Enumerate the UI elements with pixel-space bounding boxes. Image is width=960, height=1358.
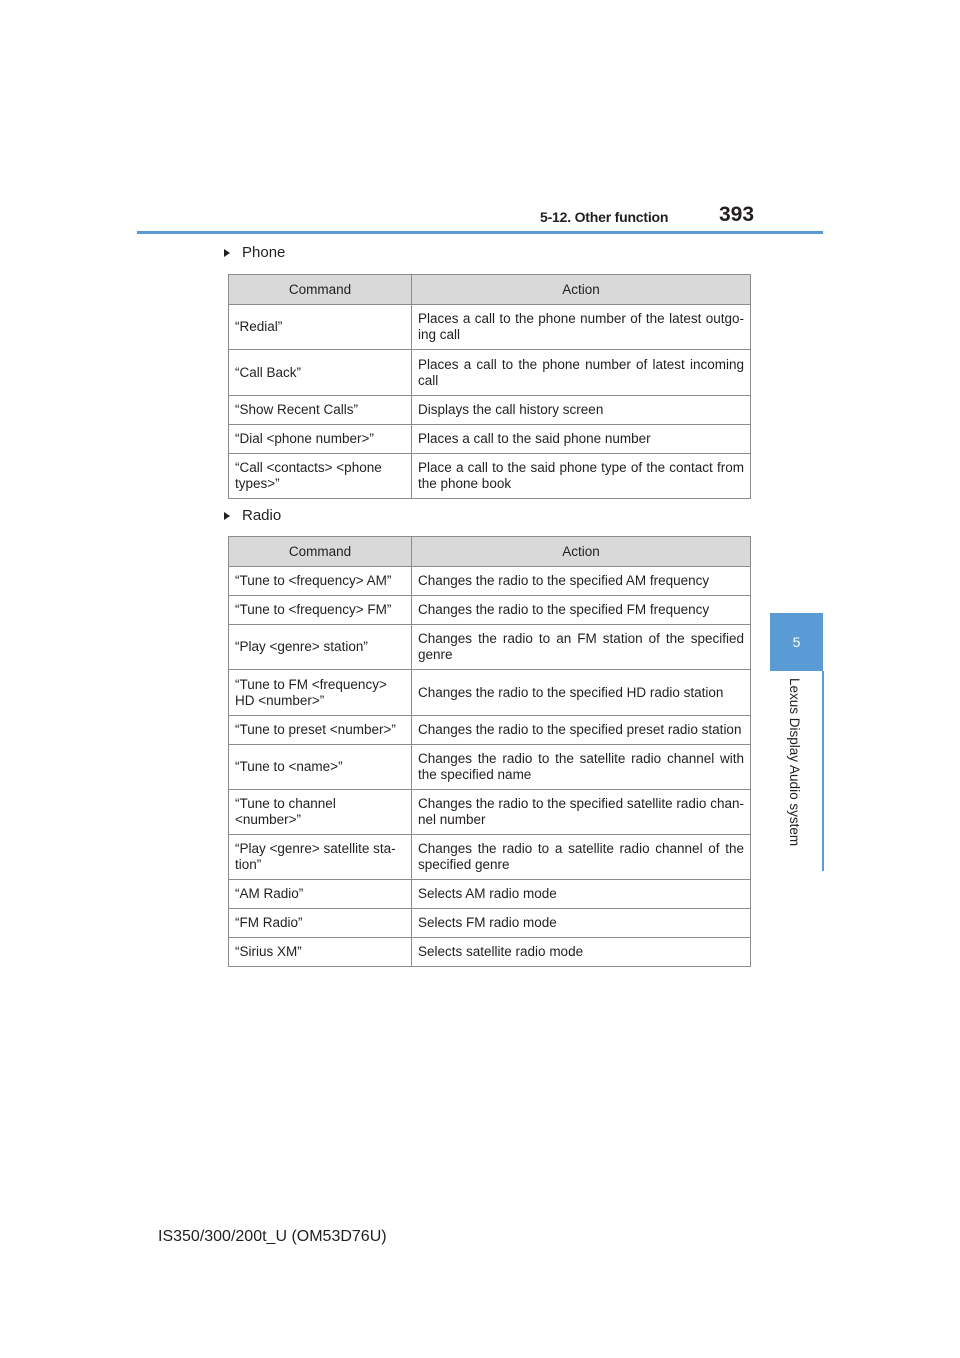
action-cell: Changes the radio to the specified FM frequency (412, 596, 751, 625)
phone-commands-table (228, 274, 751, 499)
table-row (229, 305, 751, 350)
action-cell: Places a call to the said phone number (412, 425, 751, 454)
table-row (229, 350, 751, 396)
command-cell: “Tune to preset <number>” (229, 716, 412, 745)
action-cell: Selects AM radio mode (412, 880, 751, 909)
command-cell: “Tune to FM <frequency> HD <number>” (229, 670, 412, 716)
command-cell: “Show Recent Calls” (229, 396, 412, 425)
command-cell: “Tune to <name>” (229, 745, 412, 790)
command-cell: “Call Back” (229, 350, 412, 396)
table-row (229, 425, 751, 454)
table-row (229, 745, 751, 790)
model-footer: IS350/300/200t_U (OM53D76U) (158, 1228, 387, 1245)
action-cell: Place a call to the said phone type of the contact from the phone book (412, 454, 751, 499)
section-title: 5-12. Other function (540, 209, 669, 225)
table-row (229, 938, 751, 967)
page-number: 393 (719, 203, 755, 226)
table-row (229, 716, 751, 745)
table-row (229, 670, 751, 716)
action-cell: Places a call to the phone number of latest incoming call (412, 350, 751, 396)
action-cell: Selects satellite radio mode (412, 938, 751, 967)
table-header-row (229, 537, 751, 567)
command-cell: “Tune to channel <number>” (229, 790, 412, 835)
table-row (229, 880, 751, 909)
table-row (229, 596, 751, 625)
command-cell: “Play <genre> station” (229, 625, 412, 670)
table-row (229, 909, 751, 938)
radio-heading-label: Radio (242, 507, 282, 524)
table-row (229, 625, 751, 670)
phone-heading-label: Phone (242, 244, 286, 261)
radio-heading (224, 507, 281, 524)
action-cell: Changes the radio to the specified preset radio station (412, 716, 751, 745)
command-cell: “Call <contacts> <phone types>” (229, 454, 412, 499)
column-header-command: Command (229, 537, 412, 567)
command-cell: “Sirius XM” (229, 938, 412, 967)
command-cell: “Tune to <frequency> AM” (229, 567, 412, 596)
chapter-tab (770, 613, 823, 671)
column-header-action: Action (412, 275, 751, 305)
action-cell: Displays the call history screen (412, 396, 751, 425)
command-cell: “AM Radio” (229, 880, 412, 909)
action-cell: Changes the radio to a satellite radio channel of the specified genre (412, 835, 751, 880)
column-header-command: Command (229, 275, 412, 305)
triangle-bullet-icon (224, 249, 230, 257)
column-header-action: Action (412, 537, 751, 567)
action-cell: Places a call to the phone number of the latest outgo-ing call (412, 305, 751, 350)
command-cell: “Dial <phone number>” (229, 425, 412, 454)
table-row (229, 790, 751, 835)
table-row (229, 454, 751, 499)
chapter-number: 5 (792, 634, 801, 650)
command-cell: “FM Radio” (229, 909, 412, 938)
table-row (229, 835, 751, 880)
header-divider (137, 231, 823, 234)
command-cell: “Redial” (229, 305, 412, 350)
phone-heading (224, 244, 285, 261)
action-cell: Changes the radio to the specified satellite radio chan-nel number (412, 790, 751, 835)
table-row (229, 567, 751, 596)
table-row (229, 396, 751, 425)
table-header-row (229, 275, 751, 305)
action-cell: Changes the radio to the specified HD radio station (412, 670, 751, 716)
action-cell: Changes the radio to the specified AM frequency (412, 567, 751, 596)
action-cell: Changes the radio to an FM station of the specified genre (412, 625, 751, 670)
command-cell: “Tune to <frequency> FM” (229, 596, 412, 625)
action-cell: Changes the radio to the satellite radio channel with the specified name (412, 745, 751, 790)
action-cell: Selects FM radio mode (412, 909, 751, 938)
radio-commands-table (228, 536, 751, 967)
chapter-title: Lexus Display Audio system (787, 678, 802, 847)
triangle-bullet-icon (224, 512, 230, 520)
chapter-tab-line (822, 671, 824, 871)
command-cell: “Play <genre> satellite sta-tion” (229, 835, 412, 880)
